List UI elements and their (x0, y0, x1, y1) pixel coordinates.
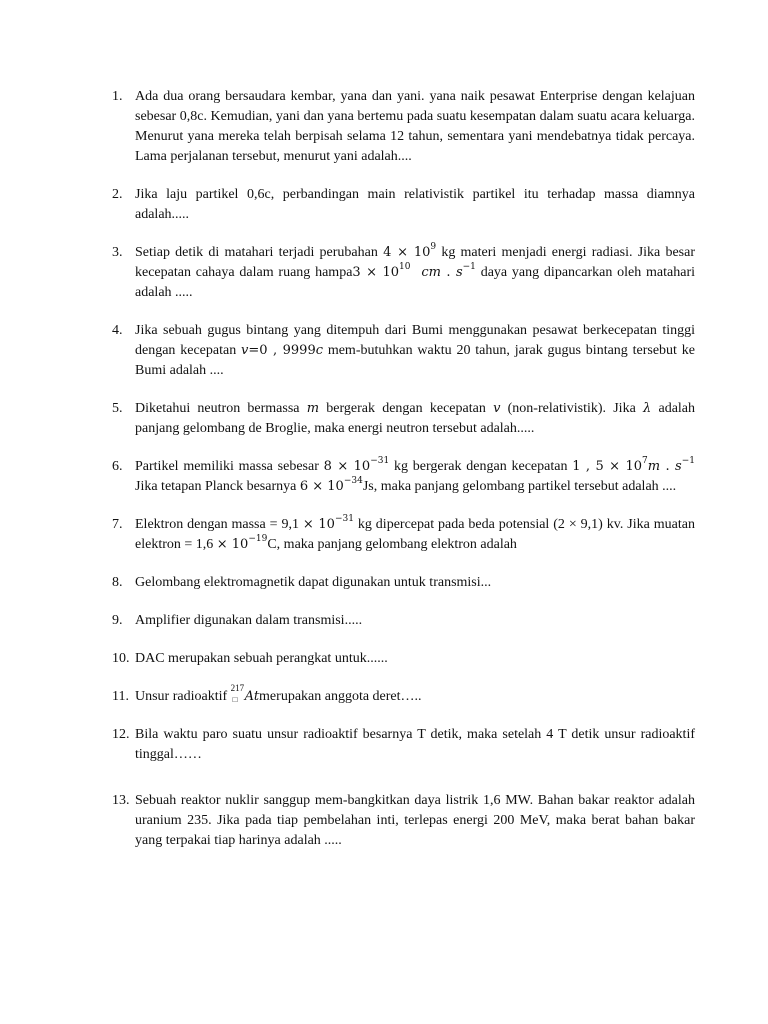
question-text: C, maka panjang gelombang elektron adalah (267, 537, 517, 552)
question-text: kg materi menjadi energi radiasi. Jika besar kecepatan cahaya dalam ruang hampa (135, 245, 695, 280)
question-number: 4. (112, 323, 123, 338)
element-symbol: At (244, 689, 260, 704)
question-number: 11. (112, 689, 129, 704)
math-velocity-symbol: v (493, 401, 501, 416)
question-text: Elektron dengan massa = 9,1 (135, 517, 303, 532)
question-text: Amplifier digunakan dalam transmisi..... (135, 613, 363, 628)
question-list (112, 87, 695, 851)
question-number: 8. (112, 575, 123, 590)
question-6 (112, 457, 695, 497)
math-planck-constant: $6 \times 10^{-34}$ (299, 476, 363, 494)
question-number: 2. (112, 187, 123, 202)
math-electron-mass: × $10^{-31}$ (302, 514, 354, 532)
mass-number: 217 (230, 683, 245, 693)
atomic-number-placeholder: □ (232, 695, 238, 704)
question-text: Jika sebuah gugus bintang yang ditempuh dari Bumi menggunakan pesawat berkecepatan tinggi dengan kecepatan (135, 323, 695, 358)
question-text: Js, maka panjang gelombang partikel tersebut adalah .... (362, 479, 677, 494)
question-text: (non-relativistik). Jika (500, 401, 644, 416)
question-text: Jika tetapan Planck besarnya (135, 479, 300, 494)
question-text: bergerak dengan kecepatan (319, 401, 494, 416)
question-number: 3. (112, 245, 123, 260)
question-number: 13. (112, 793, 130, 808)
math-mass-change: $4 \times 10^9$ (383, 242, 437, 260)
question-3 (112, 243, 695, 303)
question-text: Jika laju partikel 0,6c, perbandingan main relativistik partikel itu terhadap massa diamnya adalah..... (135, 187, 695, 222)
math-lambda-symbol: λ (643, 401, 652, 416)
question-text: Sebuah reaktor nuklir sanggup mem-bangkitkan daya listrik 1,6 MW. Bahan bakar reaktor adalah uranium 235. Jika pada tiap pembelahan inti, terlepas energi 200 MeV, maka berat bahan bakar yang terpakai tiap harinya adalah ..... (135, 793, 695, 848)
question-10 (112, 649, 695, 669)
math-speed-of-light: $3 \times 10^{10}$ cm . $s^{-1}$ (352, 262, 476, 280)
math-particle-mass: $8 \times 10^{-31}$ (323, 456, 390, 474)
question-number: 5. (112, 401, 123, 416)
question-number: 9. (112, 613, 123, 628)
question-11 (112, 683, 695, 707)
math-velocity: v=0 , 9999c (241, 343, 323, 358)
question-text: adalah panjang gelombang de Broglie, maka energi neutron tersebut adalah..... (135, 401, 696, 436)
question-13 (112, 791, 695, 851)
question-number: 12. (112, 727, 130, 742)
math-electron-charge: × $10^{-19}$ (216, 534, 268, 552)
question-5 (112, 399, 695, 439)
question-4 (112, 321, 695, 381)
question-12 (112, 725, 695, 765)
question-text: Bila waktu paro suatu unsur radioaktif besarnya T detik, maka setelah 4 T detik unsur radioaktif tinggal…… (135, 727, 695, 762)
question-number: 1. (112, 89, 123, 104)
question-number: 10. (112, 651, 130, 666)
math-particle-speed: 1 , $5 \times 10^7m$ . $s^{-1}$ (572, 456, 695, 474)
question-text: kg bergerak dengan kecepatan (389, 459, 573, 474)
question-8 (112, 573, 695, 593)
question-text: mem-butuhkan waktu 20 tahun, jarak gugus bintang tersebut ke Bumi adalah .... (135, 343, 695, 378)
question-text: daya yang dipancarkan oleh matahari adalah ..... (135, 265, 696, 300)
question-text: Ada dua orang bersaudara kembar, yana dan yani. yana naik pesawat Enterprise dengan kelajuan sebesar 0,8c. Kemudian, yani dan yana bertemu pada suatu kesempatan dalam suatu acara keluarga. Menurut yana mereka telah berpisah selama 12 tahun, sementara yani mendebatnya tidak percaya. Lama perjalanan tersebut, menurut yani adalah.... (135, 89, 695, 164)
question-9 (112, 611, 695, 631)
question-number: 6. (112, 459, 123, 474)
question-text: Unsur radioaktif (135, 689, 231, 704)
question-number: 7. (112, 517, 123, 532)
question-7 (112, 515, 695, 555)
question-text: Gelombang elektromagnetik dapat digunakan untuk transmisi... (135, 575, 492, 590)
question-text: merupakan anggota deret….. (259, 689, 422, 704)
question-text: DAC merupakan sebuah perangkat untuk...... (135, 651, 388, 666)
question-text: kg dipercepat pada beda potensial (2 × 9,1) kv. Jika muatan elektron = 1,6 (135, 517, 695, 552)
question-1 (112, 87, 695, 167)
question-text: Partikel memiliki massa sebesar (135, 459, 324, 474)
math-mass-symbol: m (306, 401, 320, 416)
question-text: Diketahui neutron bermassa (135, 401, 307, 416)
question-text: Setiap detik di matahari terjadi perubahan (135, 245, 384, 260)
question-2 (112, 185, 695, 225)
nuclide-notation (230, 683, 245, 704)
